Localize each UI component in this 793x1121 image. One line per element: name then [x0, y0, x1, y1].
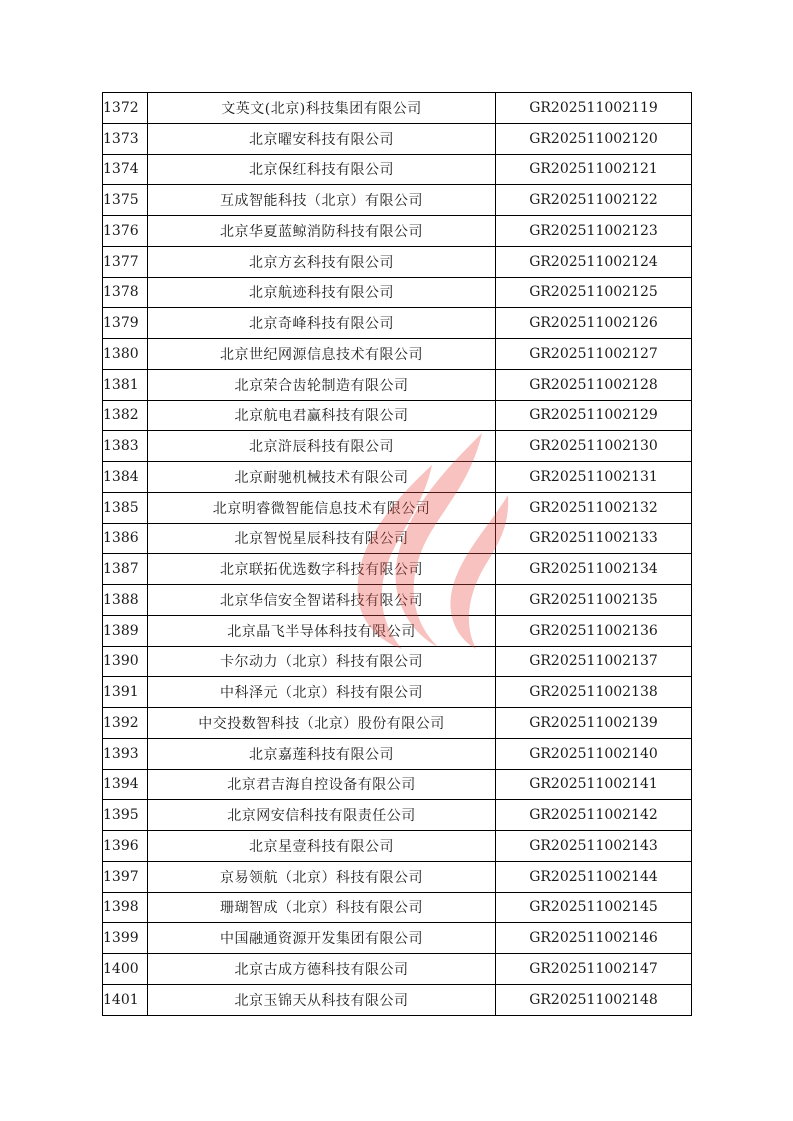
certificate-number-cell: GR202511002148: [496, 984, 692, 1015]
row-number-cell: 1400: [103, 954, 148, 985]
row-number-cell: 1372: [103, 93, 148, 124]
certificate-number-cell: GR202511002131: [496, 462, 692, 493]
table-row: [103, 369, 692, 400]
certificate-number-cell: GR202511002143: [496, 831, 692, 862]
row-number-cell: 1379: [103, 308, 148, 339]
certificate-number-cell: GR202511002145: [496, 892, 692, 923]
certificate-number-cell: GR202511002146: [496, 923, 692, 954]
certificate-number-cell: GR202511002123: [496, 216, 692, 247]
table-row: [103, 523, 692, 554]
company-name-cell: 北京耐驰机械技术有限公司: [148, 462, 496, 493]
row-number-cell: 1381: [103, 369, 148, 400]
certificate-number-cell: GR202511002138: [496, 677, 692, 708]
certificate-number-cell: GR202511002134: [496, 554, 692, 585]
table-row: [103, 123, 692, 154]
table-row: [103, 93, 692, 124]
certificate-number-cell: GR202511002121: [496, 154, 692, 185]
table-row: [103, 923, 692, 954]
row-number-cell: 1395: [103, 800, 148, 831]
certificate-number-cell: GR202511002126: [496, 308, 692, 339]
row-number-cell: 1374: [103, 154, 148, 185]
company-name-cell: 北京奇峰科技有限公司: [148, 308, 496, 339]
certificate-number-cell: GR202511002130: [496, 431, 692, 462]
company-name-cell: 文英文(北京)科技集团有限公司: [148, 93, 496, 124]
company-name-cell: 北京星壹科技有限公司: [148, 831, 496, 862]
company-name-cell: 北京明睿微智能信息技术有限公司: [148, 492, 496, 523]
row-number-cell: 1390: [103, 646, 148, 677]
company-name-cell: 北京方玄科技有限公司: [148, 246, 496, 277]
row-number-cell: 1376: [103, 216, 148, 247]
table-row: [103, 646, 692, 677]
row-number-cell: 1382: [103, 400, 148, 431]
row-number-cell: 1398: [103, 892, 148, 923]
table-row: [103, 216, 692, 247]
certificate-number-cell: GR202511002136: [496, 615, 692, 646]
table-row: [103, 154, 692, 185]
company-list-table: [102, 92, 692, 1016]
certificate-number-cell: GR202511002133: [496, 523, 692, 554]
company-name-cell: 北京荣合齿轮制造有限公司: [148, 369, 496, 400]
certificate-number-cell: GR202511002125: [496, 277, 692, 308]
certificate-number-cell: GR202511002135: [496, 585, 692, 616]
company-name-cell: 互成智能科技（北京）有限公司: [148, 185, 496, 216]
company-name-cell: 北京晶飞半导体科技有限公司: [148, 615, 496, 646]
company-name-cell: 珊瑚智成（北京）科技有限公司: [148, 892, 496, 923]
table-row: [103, 431, 692, 462]
certificate-number-cell: GR202511002147: [496, 954, 692, 985]
table-row: [103, 769, 692, 800]
row-number-cell: 1378: [103, 277, 148, 308]
row-number-cell: 1385: [103, 492, 148, 523]
certificate-number-cell: GR202511002129: [496, 400, 692, 431]
certificate-number-cell: GR202511002141: [496, 769, 692, 800]
table-row: [103, 954, 692, 985]
certificate-number-cell: GR202511002140: [496, 738, 692, 769]
table-row: [103, 984, 692, 1015]
company-name-cell: 北京航电君赢科技有限公司: [148, 400, 496, 431]
row-number-cell: 1373: [103, 123, 148, 154]
certificate-number-cell: GR202511002127: [496, 339, 692, 370]
certificate-number-cell: GR202511002120: [496, 123, 692, 154]
row-number-cell: 1391: [103, 677, 148, 708]
certificate-number-cell: GR202511002144: [496, 861, 692, 892]
row-number-cell: 1384: [103, 462, 148, 493]
table-row: [103, 892, 692, 923]
company-name-cell: 中科泽元（北京）科技有限公司: [148, 677, 496, 708]
table-row: [103, 831, 692, 862]
company-name-cell: 北京古成方德科技有限公司: [148, 954, 496, 985]
table-row: [103, 185, 692, 216]
company-name-cell: 卡尔动力（北京）科技有限公司: [148, 646, 496, 677]
certificate-number-cell: GR202511002119: [496, 93, 692, 124]
table-row: [103, 462, 692, 493]
company-name-cell: 北京嘉莲科技有限公司: [148, 738, 496, 769]
company-name-cell: 北京航迹科技有限公司: [148, 277, 496, 308]
row-number-cell: 1387: [103, 554, 148, 585]
table-row: [103, 308, 692, 339]
company-name-cell: 北京世纪网源信息技术有限公司: [148, 339, 496, 370]
certificate-number-cell: GR202511002142: [496, 800, 692, 831]
row-number-cell: 1377: [103, 246, 148, 277]
company-name-cell: 中国融通资源开发集团有限公司: [148, 923, 496, 954]
company-name-cell: 北京智悦星辰科技有限公司: [148, 523, 496, 554]
row-number-cell: 1399: [103, 923, 148, 954]
row-number-cell: 1386: [103, 523, 148, 554]
company-name-cell: 北京保红科技有限公司: [148, 154, 496, 185]
table-row: [103, 615, 692, 646]
table-row: [103, 738, 692, 769]
table-row: [103, 554, 692, 585]
table-row: [103, 339, 692, 370]
row-number-cell: 1388: [103, 585, 148, 616]
table-row: [103, 585, 692, 616]
row-number-cell: 1401: [103, 984, 148, 1015]
company-name-cell: 北京网安信科技有限责任公司: [148, 800, 496, 831]
company-name-cell: 北京联拓优选数字科技有限公司: [148, 554, 496, 585]
company-name-cell: 北京华夏蓝鲸消防科技有限公司: [148, 216, 496, 247]
company-name-cell: 北京曜安科技有限公司: [148, 123, 496, 154]
row-number-cell: 1394: [103, 769, 148, 800]
table-row: [103, 861, 692, 892]
table-row: [103, 492, 692, 523]
company-name-cell: 北京华信安全智诺科技有限公司: [148, 585, 496, 616]
table-body: [103, 93, 692, 1016]
row-number-cell: 1389: [103, 615, 148, 646]
certificate-number-cell: GR202511002122: [496, 185, 692, 216]
company-name-cell: 中交投数智科技（北京）股份有限公司: [148, 708, 496, 739]
row-number-cell: 1380: [103, 339, 148, 370]
certificate-number-cell: GR202511002124: [496, 246, 692, 277]
certificate-number-cell: GR202511002128: [496, 369, 692, 400]
row-number-cell: 1393: [103, 738, 148, 769]
row-number-cell: 1392: [103, 708, 148, 739]
company-name-cell: 京易领航（北京）科技有限公司: [148, 861, 496, 892]
certificate-number-cell: GR202511002137: [496, 646, 692, 677]
table-row: [103, 677, 692, 708]
certificate-number-cell: GR202511002132: [496, 492, 692, 523]
table-row: [103, 708, 692, 739]
certificate-number-cell: GR202511002139: [496, 708, 692, 739]
company-name-cell: 北京浒辰科技有限公司: [148, 431, 496, 462]
row-number-cell: 1396: [103, 831, 148, 862]
table-row: [103, 277, 692, 308]
row-number-cell: 1383: [103, 431, 148, 462]
table-row: [103, 400, 692, 431]
company-name-cell: 北京玉锦天从科技有限公司: [148, 984, 496, 1015]
company-name-cell: 北京君吉海自控设备有限公司: [148, 769, 496, 800]
row-number-cell: 1397: [103, 861, 148, 892]
row-number-cell: 1375: [103, 185, 148, 216]
table-row: [103, 800, 692, 831]
table-row: [103, 246, 692, 277]
